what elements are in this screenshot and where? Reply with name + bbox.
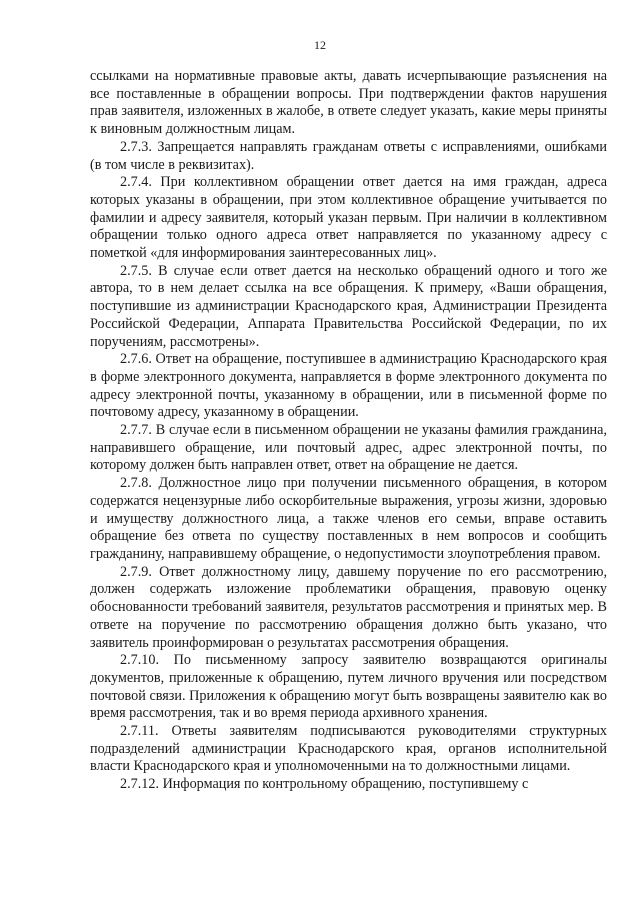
paragraph-2-7-11: 2.7.11. Ответы заявителям подписываются руководителями структурных подразделений администрации Краснодарского края, органов исполнительной власти Краснодарского края и уполномоченными на то должностными лицами. — [90, 723, 607, 775]
paragraph-2-7-7: 2.7.7. В случае если в письменном обращении не указаны фамилия гражданина, направившего обращение, или почтовый адрес, адрес электронной почты, по которому должен быть направлен ответ, ответ на обращение не дается. — [90, 422, 607, 474]
paragraph-2-7-9: 2.7.9. Ответ должностному лицу, давшему поручение по его рассмотрению, должен содержать изложение проблематики обращения, правовую оценку обоснованности требований заявителя, результатов рассмотрения и принятых мер. В ответе на поручение по рассмотрению обращения должно быть указано, что заявитель проинформирован о результатах рассмотрения обращения. — [90, 563, 607, 651]
paragraph-2-7-3: 2.7.3. Запрещается направлять гражданам ответы с исправлениями, ошибками (в том числе в реквизитах). — [90, 138, 607, 173]
document-body — [90, 68, 607, 794]
page-number: 12 — [314, 38, 326, 52]
paragraph-2-7-12: 2.7.12. Информация по контрольному обращению, поступившему с — [120, 776, 529, 793]
paragraph-2-7-4: 2.7.4. При коллективном обращении ответ дается на имя граждан, адреса которых указаны в обращении, при этом коллективное обращение учитывается по фамилии и адресу заявителя, который указан первым. При наличии в коллективном обращении только одного адреса ответ направляется по указанному адресу с пометкой «для информирования заинтересованных лиц». — [90, 174, 607, 262]
paragraph-continuation: ссылками на нормативные правовые акты, давать исчерпывающие разъяснения на все поставленные в обращении вопросы. При подтверждении фактов нарушения прав заявителя, изложенных в жалобе, в ответе следует указать, какие меры приняты к виновным должностным лицам. — [90, 68, 607, 138]
paragraph-2-7-6: 2.7.6. Ответ на обращение, поступившее в администрацию Краснодарского края в форме электронного документа, направляется в форме электронного документа по адресу электронной почты, указанному в обращении, или в письменной форме по почтовому адресу, указанному в обращении. — [90, 351, 607, 421]
paragraph-2-7-10: 2.7.10. По письменному запросу заявителю возвращаются оригиналы документов, приложенные к обращению, путем личного вручения или посредством почтовой связи. Приложения к обращению могут быть возвращены заявителю как во время рассмотрения, так и во время периода архивного хранения. — [90, 652, 607, 722]
paragraph-2-7-5: 2.7.5. В случае если ответ дается на несколько обращений одного и того же автора, то в нем делает ссылка на все обращения. К примеру, «Ваши обращения, поступившие из администрации Краснодарского края, Администрации Президента Российской Федерации, Аппарата Правительства Российской Федерации, по их поручениям, рассмотрены». — [90, 262, 607, 350]
paragraph-2-7-8: 2.7.8. Должностное лицо при получении письменного обращения, в котором содержатся нецензурные либо оскорбительные выражения, угрозы жизни, здоровью и имуществу должностного лица, а также членов его семьи, вправе оставить обращение без ответа по существу поставленных в нем вопросов и сообщить гражданину, направившему обращение, о недопустимости злоупотребления правом. — [90, 475, 607, 562]
